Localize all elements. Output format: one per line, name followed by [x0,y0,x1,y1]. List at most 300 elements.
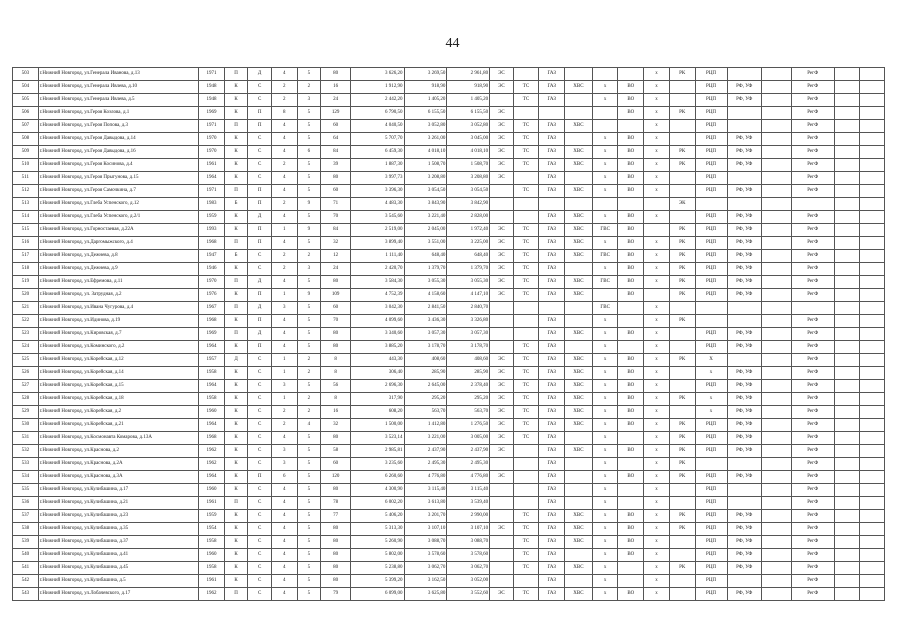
table-cell [834,198,860,211]
table-row [13,289,885,302]
table-cell: К [224,458,248,471]
table-cell: х [644,562,670,575]
table-cell: 5 [297,315,321,328]
table-cell: К [224,380,248,393]
table-cell: 84 [321,224,351,237]
row-number-cell: 518 [13,263,39,276]
table-cell [565,107,593,120]
table-cell [860,419,885,432]
table-cell: ХВС [565,289,593,302]
table-cell: х [644,484,670,497]
table-cell: РЦП [695,536,727,549]
table-cell [761,263,791,276]
table-cell: 1 [271,289,297,302]
table-cell [669,341,695,354]
table-cell [761,354,791,367]
table-cell: ВО [618,276,644,289]
table-cell: 3 062,70 [404,562,447,575]
table-cell: 5 [297,562,321,575]
table-cell: РЦП [695,224,727,237]
row-number-cell: 512 [13,185,39,198]
address-cell: г.Нижний Новгород, ул.Краснова, д.3А [38,471,198,484]
address-cell: г.Нижний Новгород, ул.Героя Козлова, д.1 [38,107,198,120]
table-cell: С [248,380,272,393]
table-cell: ХВС [565,380,593,393]
table-cell: РК [669,523,695,536]
address-cell: г.Нижний Новгород, ул.Корейская, д.15 [38,380,198,393]
table-cell: 3 545,60 [351,211,404,224]
table-cell: ВО [618,94,644,107]
table-cell: 3 042,30 [351,302,404,315]
table-cell: 3 225,00 [447,237,490,250]
address-cell: г.Нижний Новгород, ул.Ивана Чугурова, д.4 [38,302,198,315]
address-cell: г.Нижний Новгород, ул.Горностаевая, д.22А [38,224,198,237]
address-cell: г.Нижний Новгород, ул.Краснова, д.2 [38,445,198,458]
table-cell: К [224,536,248,549]
table-cell: РФ, УФ [727,562,761,575]
table-cell: РК [669,354,695,367]
table-cell: ГАЗ [539,211,565,224]
table-cell: 5 [297,458,321,471]
table-cell: 1968 [199,432,225,445]
table-cell: 2 437,90 [447,445,490,458]
row-number-cell: 534 [13,471,39,484]
table-cell: РЦП [695,94,727,107]
table-cell: ТС [513,562,539,575]
table-row [13,367,885,380]
row-number-cell: 514 [13,211,39,224]
table-cell: РЦП [695,419,727,432]
table-cell: ТС [513,224,539,237]
table-cell: х [644,419,670,432]
table-cell: ВО [618,263,644,276]
address-cell: г.Нижний Новгород, ул.Героя Прыгунова, д.15 [38,172,198,185]
table-cell [761,68,791,81]
table-cell [695,302,727,315]
address-cell: г.Нижний Новгород, ул.Генерала Иванова, д.13 [38,68,198,81]
table-cell: 4 [271,484,297,497]
table-cell: ГАЗ [539,549,565,562]
table-cell [834,276,860,289]
table-cell: 80 [321,575,351,588]
table-cell [834,380,860,393]
table-cell: 8 [271,107,297,120]
table-cell: 2 985,81 [351,445,404,458]
table-cell: х [592,523,618,536]
table-cell [513,172,539,185]
table-cell: ВО [618,107,644,120]
table-cell [834,406,860,419]
table-cell [727,315,761,328]
table-cell: ГВС [592,224,618,237]
table-cell [490,211,514,224]
table-cell: х [695,406,727,419]
row-number-cell: 521 [13,302,39,315]
table-cell: 3 625,80 [404,588,447,601]
table-cell: 64 [321,133,351,146]
table-cell [860,484,885,497]
row-number-cell: 530 [13,419,39,432]
table-cell: ГАЗ [539,185,565,198]
table-cell: 5 [297,120,321,133]
table-cell: х [644,523,670,536]
table-cell: 70 [321,315,351,328]
table-cell: 4 [271,211,297,224]
table-cell: РФ, УФ [727,263,761,276]
table-cell [761,523,791,536]
table-cell [860,367,885,380]
table-cell: РК [669,146,695,159]
table-cell [860,406,885,419]
table-cell [761,484,791,497]
table-cell: РФ, УФ [727,276,761,289]
table-cell: ГАЗ [539,367,565,380]
table-cell [565,497,593,510]
table-cell: 4 483,30 [351,198,404,211]
table-cell: ГАЗ [539,458,565,471]
table-row [13,107,885,120]
table-cell: С [248,250,272,263]
table-cell: ТС [513,276,539,289]
table-cell: Д [224,354,248,367]
page-number: 44 [445,36,460,51]
table-cell [618,458,644,471]
table-cell: РЦП [695,562,727,575]
table-cell: ТС [513,549,539,562]
table-cell: ХВС [565,588,593,601]
table-cell: 1962 [199,445,225,458]
address-cell: г.Нижний Новгород, ул.Идинова, д.19 [38,315,198,328]
table-cell: РФ, УФ [727,133,761,146]
table-cell: К [224,172,248,185]
table-cell: х [592,341,618,354]
table-cell: х [644,367,670,380]
table-cell [513,107,539,120]
table-cell: х [644,315,670,328]
table-cell: 4 [271,562,297,575]
table-cell: 2 [271,94,297,107]
table-cell [761,146,791,159]
table-cell: ХВС [565,523,593,536]
table-cell: х [592,432,618,445]
table-row [13,159,885,172]
address-cell: г.Нижний Новгород, ул.Героя Давыдова, д.16 [38,146,198,159]
table-cell: х [644,237,670,250]
table-cell: 5 [297,575,321,588]
table-cell [727,172,761,185]
table-cell: 1969 [199,107,225,120]
table-cell: ВО [618,146,644,159]
table-cell: 3 396,30 [351,185,404,198]
table-cell [860,549,885,562]
table-cell: х [644,185,670,198]
table-cell [761,367,791,380]
table-cell: 80 [321,484,351,497]
table-cell: С [248,523,272,536]
table-cell [761,341,791,354]
table-cell [727,575,761,588]
table-cell: х [644,120,670,133]
address-cell: г.Нижний Новгород, ул.Кировская, д.7 [38,328,198,341]
table-cell: РФ, УФ [727,380,761,393]
table-cell: РегФ [791,588,834,601]
table-cell [761,380,791,393]
table-cell [565,172,593,185]
table-cell: х [592,354,618,367]
table-cell: С [248,133,272,146]
table-cell: РегФ [791,523,834,536]
table-body [13,68,885,601]
table-cell: ВО [618,445,644,458]
table-cell: С [248,81,272,94]
table-cell: 3 [271,302,297,315]
table-cell [669,549,695,562]
table-cell: 2 645,00 [404,380,447,393]
table-cell: 1954 [199,523,225,536]
table-cell: К [224,471,248,484]
table-cell: 3 208,80 [404,172,447,185]
table-cell: 5 [297,302,321,315]
table-cell: РФ, УФ [727,406,761,419]
address-cell: г.Нижний Новгород, ул.Корейская, д.12 [38,354,198,367]
table-cell: ЭС [490,237,514,250]
table-cell: К [224,549,248,562]
table-row [13,341,885,354]
table-cell: 4 [271,146,297,159]
table-cell: 80 [321,562,351,575]
table-cell [761,393,791,406]
table-cell: х [644,94,670,107]
table-cell: Д [248,302,272,315]
table-cell [513,458,539,471]
table-cell: х [644,68,670,81]
table-cell: РегФ [791,211,834,224]
table-cell: 4 018,10 [404,146,447,159]
address-cell: г.Нижний Новгород, ул.Кулибашина, д.17 [38,484,198,497]
table-cell: 5 [297,432,321,445]
table-cell: П [248,341,272,354]
address-cell: г.Нижний Новгород, ул.Кулибашина, д.23 [38,510,198,523]
table-cell: 3 057,30 [404,328,447,341]
table-cell [834,536,860,549]
table-cell: ЭС [490,289,514,302]
table-cell: х [592,510,618,523]
table-cell: 80 [321,276,351,289]
table-cell: 1962 [199,458,225,471]
table-cell [761,276,791,289]
table-cell: 1 972,40 [447,224,490,237]
table-cell: РК [669,289,695,302]
table-cell: 1 [271,367,297,380]
address-cell: г.Нижний Новгород, ул.Даргомыжского, д.4 [38,237,198,250]
table-cell [834,445,860,458]
table-cell: 6 [271,471,297,484]
table-cell: П [224,497,248,510]
table-cell: РЦП [695,107,727,120]
table-cell: 58 [321,445,351,458]
table-cell: 2 437,90 [404,445,447,458]
table-cell: 3 178,70 [447,341,490,354]
table-cell: 5 399,20 [351,575,404,588]
table-cell [513,198,539,211]
table-cell: С [248,484,272,497]
table-cell: ТС [513,367,539,380]
table-cell: 4 147,10 [447,289,490,302]
address-cell: г.Нижний Новгород, ул.Генерала Ивлева, д.5 [38,94,198,107]
table-cell [761,406,791,419]
table-cell: 1964 [199,380,225,393]
table-cell [490,315,514,328]
table-cell [669,497,695,510]
table-cell: 5 [297,211,321,224]
table-cell: 3 997,73 [351,172,404,185]
table-cell: 3 162,50 [404,575,447,588]
table-cell [490,484,514,497]
table-cell: С [248,588,272,601]
table-cell [513,68,539,81]
row-number-cell: 539 [13,536,39,549]
table-cell: 3 055,30 [447,276,490,289]
table-cell: ГАЗ [539,575,565,588]
table-cell: 78 [321,497,351,510]
table-cell: ЭС [490,588,514,601]
table-cell [618,315,644,328]
table-cell: 1961 [199,159,225,172]
table-cell: 1962 [199,588,225,601]
table-cell [727,68,761,81]
table-cell [860,276,885,289]
table-cell: ВО [618,419,644,432]
table-cell [513,575,539,588]
table-cell [834,94,860,107]
table-cell [834,471,860,484]
table-cell: РегФ [791,81,834,94]
table-cell [834,549,860,562]
table-cell: ЭС [490,81,514,94]
table-cell: х [592,497,618,510]
table-cell: ГАЗ [539,224,565,237]
row-number-cell: 506 [13,107,39,120]
table-cell: 1976 [199,289,225,302]
table-cell: 3 052,80 [404,120,447,133]
table-cell [761,510,791,523]
table-cell: х [644,81,670,94]
table-cell: 1947 [199,250,225,263]
table-cell: 3 552,60 [447,588,490,601]
table-cell: 3 578,60 [404,549,447,562]
table-cell: 4 [271,341,297,354]
table-cell: ХВС [565,159,593,172]
table-cell [565,263,593,276]
table-cell: 2 [271,406,297,419]
table-cell: К [224,367,248,380]
table-cell: РК [669,458,695,471]
table-cell [834,497,860,510]
table-cell [860,172,885,185]
table-cell: 4 776,80 [447,471,490,484]
table-cell [761,536,791,549]
table-cell: РК [669,237,695,250]
table-cell: РЦП [695,81,727,94]
table-cell: х [644,341,670,354]
table-cell: РЦП [695,523,727,536]
table-cell [490,510,514,523]
table-cell: 3 436,30 [404,315,447,328]
table-cell: К [224,484,248,497]
table-cell: 5 [297,328,321,341]
table-cell: 2 [297,393,321,406]
table-cell: 1 [271,224,297,237]
table-cell: РФ, УФ [727,510,761,523]
table-cell: 3 613,80 [404,497,447,510]
table-cell [860,250,885,263]
address-cell: г.Нижний Новгород, ул.Кулибашина, д.37 [38,536,198,549]
table-row [13,549,885,562]
table-cell: х [644,107,670,120]
table-cell: РЦП [695,510,727,523]
table-cell: х [644,536,670,549]
table-cell [834,250,860,263]
table-cell: ГВС [592,276,618,289]
table-cell: ТС [513,510,539,523]
table-cell [761,445,791,458]
table-cell: РК [669,445,695,458]
table-cell [761,497,791,510]
table-cell [618,562,644,575]
table-cell: 6 790,50 [351,107,404,120]
row-number-cell: 510 [13,159,39,172]
table-cell: ВО [618,367,644,380]
table-cell: РегФ [791,367,834,380]
table-row [13,198,885,211]
table-cell [565,302,593,315]
table-cell: 4 [271,276,297,289]
table-cell: С [248,510,272,523]
table-cell: х [644,250,670,263]
table-cell: ТС [513,237,539,250]
table-row [13,224,885,237]
table-cell: ГАЗ [539,432,565,445]
table-cell: 5 707,70 [351,133,404,146]
table-cell: РФ, УФ [727,536,761,549]
table-cell: К [224,133,248,146]
table-cell: ХВС [565,562,593,575]
table-cell: РФ, УФ [727,445,761,458]
table-cell [860,68,885,81]
table-cell: 3 062,70 [447,562,490,575]
table-cell [490,575,514,588]
table-cell: ТС [513,536,539,549]
table-cell: 80 [321,549,351,562]
table-cell: П [224,68,248,81]
table-cell: РФ, УФ [727,224,761,237]
table-cell: ГАЗ [539,393,565,406]
table-cell: 3 208,80 [447,172,490,185]
table-cell: 3 [271,458,297,471]
table-cell [761,432,791,445]
table-cell: Д [248,68,272,81]
table-cell: 3 [297,94,321,107]
table-cell [669,484,695,497]
table-cell: 4 752,39 [351,289,404,302]
table-cell: 3 107,10 [404,523,447,536]
table-cell: РегФ [791,562,834,575]
table-cell: ГАЗ [539,588,565,601]
table-cell [834,341,860,354]
table-cell [791,302,834,315]
table-row [13,471,885,484]
table-cell: 5 [297,484,321,497]
